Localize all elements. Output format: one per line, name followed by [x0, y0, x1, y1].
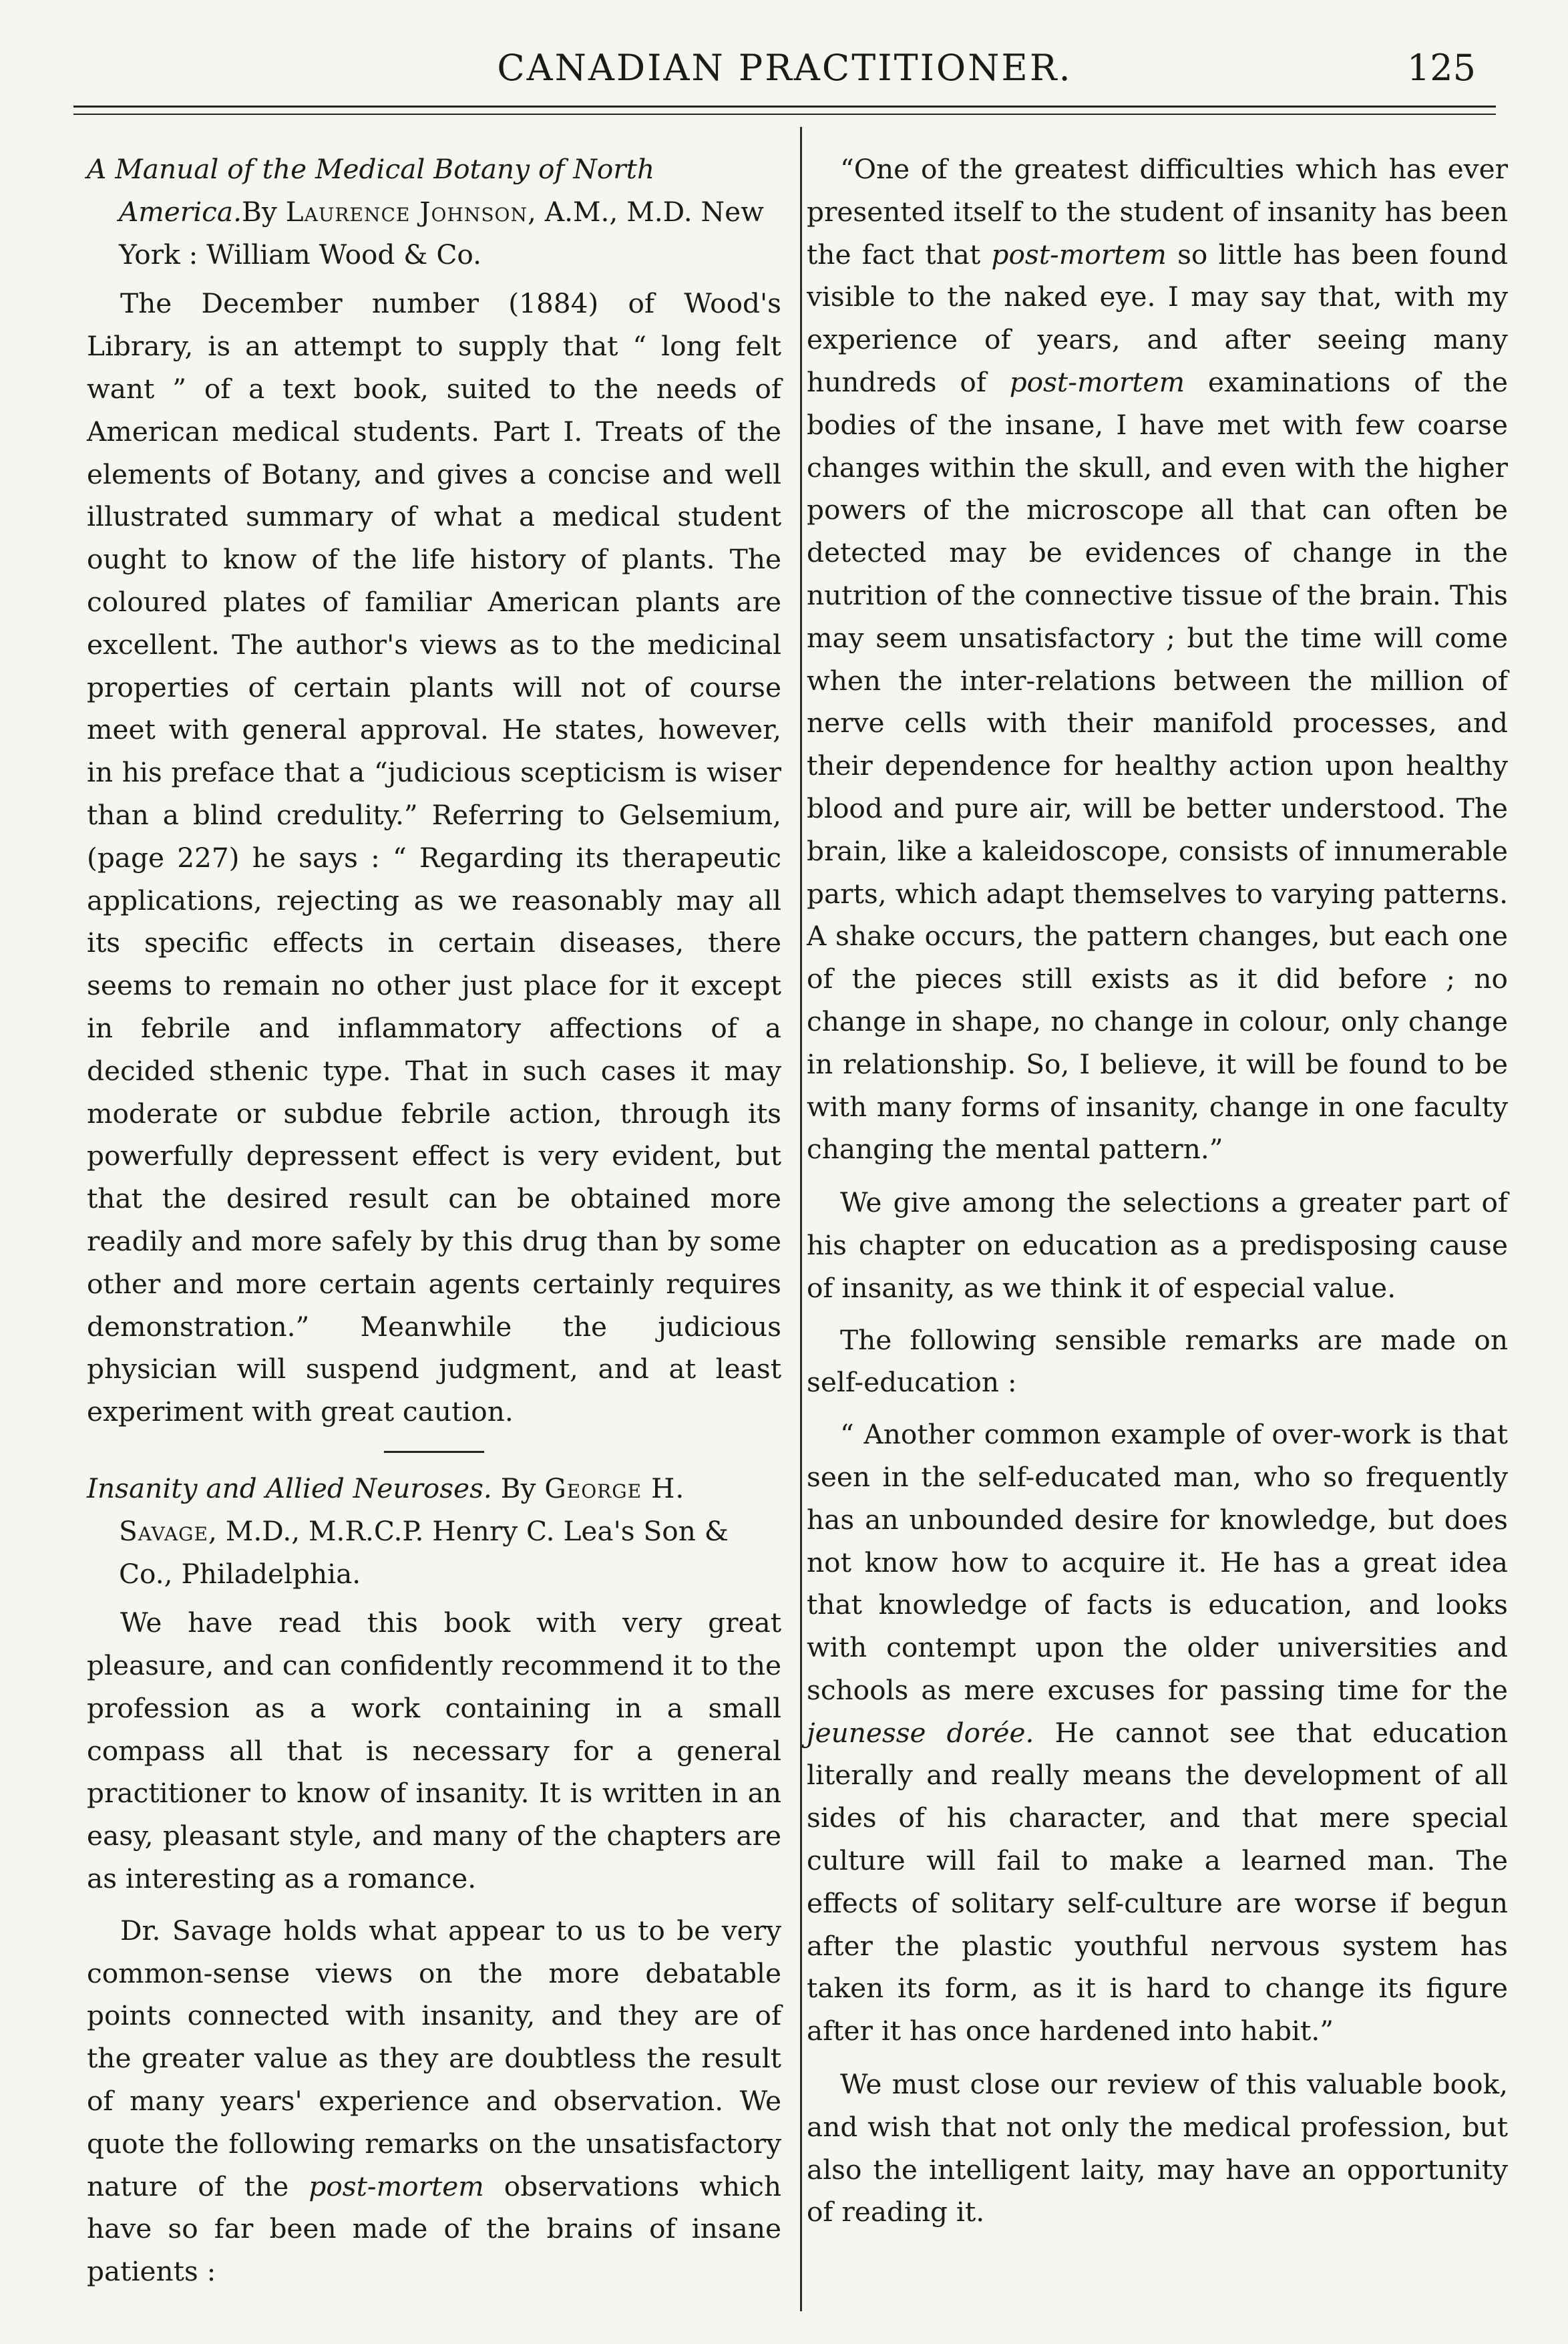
review-citation-insanity: Insanity and Allied Neuroses. By George H. Savage, M.D., M.R.C.P. Henry C. Lea's Son & Co., Philadelphia.: [87, 1472, 729, 1590]
review-citation-botany: A Manual of the Medical Botany of North America.By Laurence Johnson, A.M., M.D. New York : William Wood & Co.: [87, 153, 764, 271]
book-title: Insanity and Allied Neuroses.: [87, 1472, 492, 1504]
left-column: [87, 148, 781, 2303]
book-author: Laurence Johnson: [285, 195, 528, 228]
section-separator: [384, 1451, 484, 1453]
review-paragraph: Dr. Savage holds what appear to us to be very common-sense views on the more debatable points connected with insanity, and they are of the greater value as they are doubtless the result of many years' experience and observation. We quote the following remarks on the unsatisfactory nature of the post-mortem observations which have so far been made of the brains of insane patients :: [87, 1914, 782, 2288]
book-author: George H. Savage: [119, 1472, 685, 1547]
review-paragraph: The December number (1884) of Wood's Library, is an attempt to supply that “ long felt want ” of a text book, suited to the needs of American medical students. Part I. Treats of the elements of Botany, and gives a concise and well illustrated summary of what a medical student ought to know of the life history of plants. The coloured plates of familiar American plants are excellent. The author's views as to the medicinal properties of certain plants will not of course meet with general approval. He states, however, in his preface that a “judicious scepticism is wiser than a blind credulity.” Referring to Gelsemium, (page 227) he says : “ Regarding its therapeutic applications, rejecting as we reasonably may all its specific effects in certain diseases, there seems to remain no other just place for it except in febrile and inflammatory affections of a decided sthenic type. That in such cases it may moderate or subdue febrile action, through its powerfully depressent effect is very evident, but that the desired result can be obtained more readily and more safely by this drug than by some other and more certain agents certainly requires demonstration.” Meanwhile the judicious physician will suspend judgment, and at least experiment with great caution.: [87, 287, 781, 1428]
running-head: CANADIAN PRACTITIONER.: [497, 47, 1072, 89]
page-header: [73, 41, 1496, 102]
review-paragraph: We give among the selections a greater part of his chapter on education as a predisposing cause of insanity, as we think it of especial value.: [807, 1186, 1508, 1304]
block-quote: “ Another common example of over-work is that seen in the self-educated man, who so frequently has an unbounded desire for knowledge, but does not know how to acquire it. He has a great idea that knowledge of facts is education, and looks with contempt upon the older universities and schools as mere excuses for passing time for the jeunesse dorée. He cannot see that education literally and really means the development of all sides of his character, and that mere special culture will fail to make a learned man. The effects of solitary self-culture are worse if begun after the plastic youthful nervous system has taken its form, as it is hard to change its figure after it has once hardened into habit.”: [807, 1418, 1508, 2047]
book-title: A Manual of the Medical Botany of North America.: [87, 153, 655, 228]
review-paragraph: We must close our review of this valuable book, and wish that not only the medical profession, but also the intelligent laity, may have an opportunity of reading it.: [807, 2068, 1508, 2228]
column-divider: [800, 127, 802, 2311]
block-quote: “One of the greatest difficulties which has ever presented itself to the student of insanity has been the fact that post-mortem so little has been found visible to the naked eye. I may say that, with my experience of years, and after seeing many hundreds of post-mortem examinations of the bodies of the insane, I have met with few coarse changes within the skull, and even with the higher powers of the microscope all that can often be detected may be evidences of change in the nutrition of the connective tissue of the brain. This may seem unsatisfactory ; but the time will come when the inter-relations between the million of nerve cells with their manifold processes, and their dependence for healthy action upon healthy blood and pure air, will be better understood. The brain, like a kaleidoscope, consists of innumerable parts, which adapt themselves to varying patterns. A shake occurs, the pattern changes, but each one of the pieces still exists as it did before ; no change in shape, no change in colour, only change in relationship. So, I believe, it will be found to be with many forms of insanity, change in one faculty changing the mental pattern.”: [807, 153, 1508, 1166]
review-paragraph: The following sensible remarks are made on self-education :: [807, 1323, 1508, 1399]
page-number: 125: [1406, 47, 1476, 89]
header-rule-thin: [73, 114, 1496, 115]
review-paragraph: We have read this book with very great pleasure, and can confidently recommend it to the profession as a work containing in a small compass all that is necessary for a general practitioner to know of insanity. It is written in an easy, pleasant style, and many of the chapters are as interesting as a romance.: [87, 1607, 781, 1895]
right-column: [807, 148, 1508, 2243]
header-rule: [73, 106, 1496, 108]
